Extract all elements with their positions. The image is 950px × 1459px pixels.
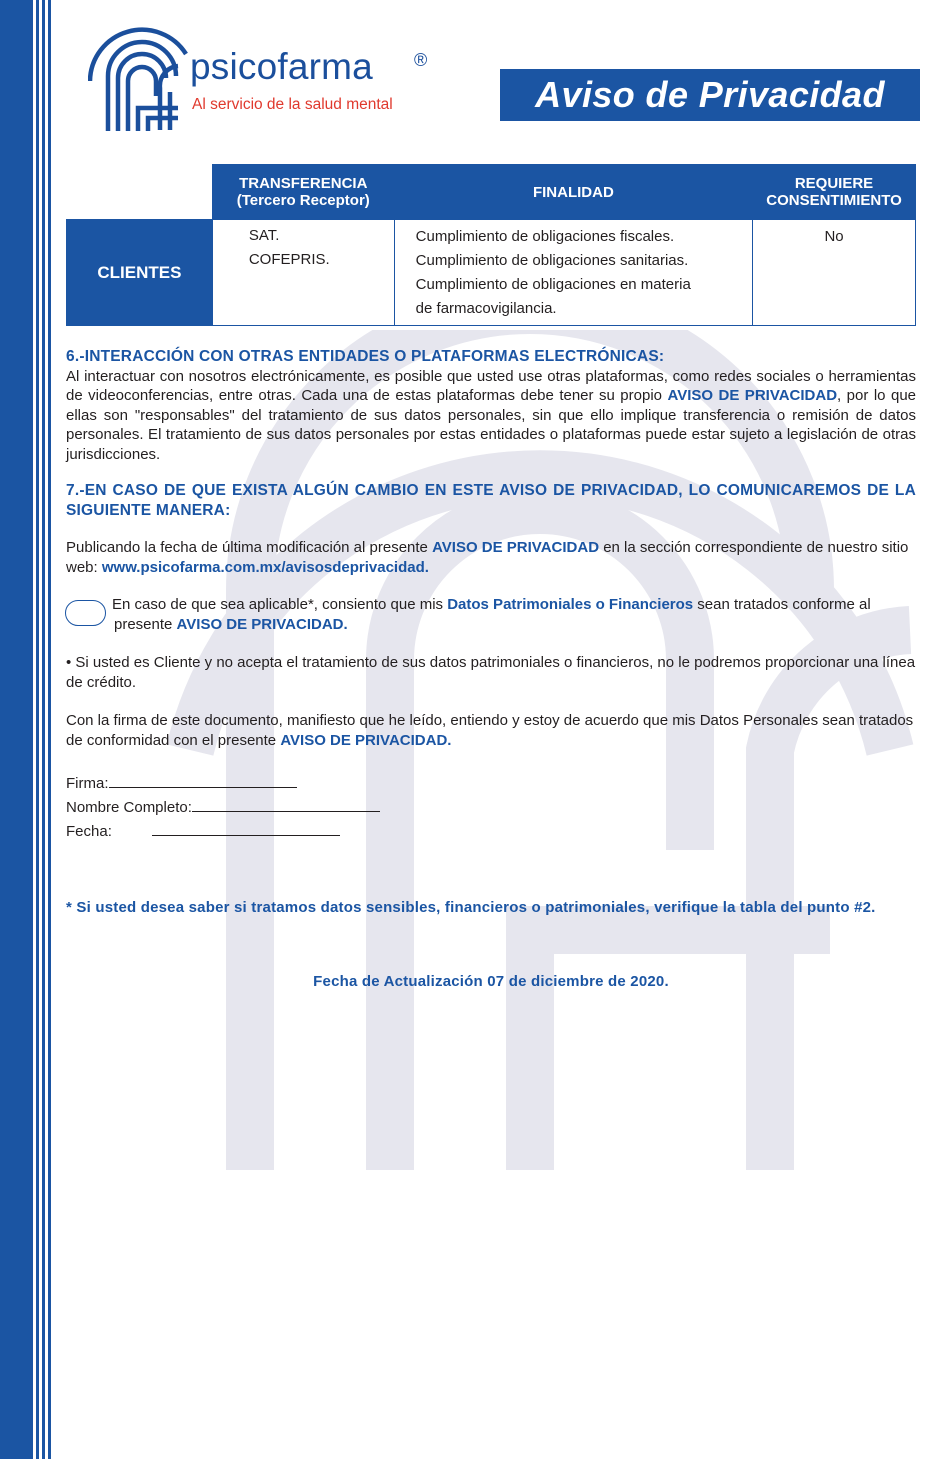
- section-7-text-2: en la sección correspondiente de nuestro sitio web:: [66, 539, 909, 576]
- header-consentimiento-line1: REQUIERE: [794, 175, 874, 192]
- header-transferencia: [212, 165, 394, 220]
- consent-text-3: presente: [114, 615, 177, 633]
- date-field[interactable]: [66, 821, 340, 840]
- agreement-text: [66, 711, 916, 750]
- fecha-line: [152, 821, 340, 836]
- consent-bold-1: Datos Patrimoniales o Financieros: [447, 596, 694, 613]
- header-transferencia-line2: (Tercero Receptor): [236, 192, 370, 209]
- firma-label: Firma:: [66, 775, 109, 792]
- consent-text-1: En caso de que sea aplicable*, consiento que mis: [112, 596, 448, 613]
- row-label-clientes: CLIENTES: [67, 220, 213, 326]
- purposes-cell: [394, 220, 752, 326]
- table-row: [67, 220, 916, 326]
- consent-cell: [753, 220, 916, 326]
- section-7: [66, 481, 916, 520]
- section-7-text-1: Publicando la fecha de última modificación al presente: [66, 539, 433, 556]
- header-consentimiento: [753, 165, 916, 220]
- consent-text: [112, 595, 912, 634]
- transfer-table: [66, 164, 916, 326]
- purpose-line: Cumplimiento de obligaciones en materia: [415, 276, 691, 293]
- section-6-text-2: , por lo que ellas son "responsables" del tratamiento de sus datos personales, sin que ello implique transferencia o remisión de datos personales. El tratamiento de sus datos personales por estas entidades o plataformas puede estar sujeto a legislación de otras jurisdicciones.: [66, 387, 917, 463]
- consent-checkbox[interactable]: [65, 600, 106, 626]
- nombre-line: [192, 797, 380, 812]
- update-date: Fecha de Actualización 07 de diciembre de 2020.: [313, 973, 669, 990]
- consent-text-2: sean tratados conforme al: [693, 596, 871, 613]
- agreement-bold: AVISO DE PRIVACIDAD.: [280, 731, 452, 749]
- receptor-sat: SAT.: [248, 227, 280, 244]
- nombre-label: Nombre Completo:: [66, 799, 192, 816]
- purpose-line: de farmacovigilancia.: [415, 300, 557, 317]
- left-stripes: [0, 0, 52, 1459]
- firma-line: [109, 773, 297, 788]
- header-finalidad: FINALIDAD: [394, 165, 752, 220]
- header-transferencia-line1: TRANSFERENCIA: [239, 175, 368, 192]
- receptors-cell: [212, 220, 394, 326]
- section-7-body: [66, 538, 916, 577]
- section-6-bold: AVISO DE PRIVACIDAD: [667, 387, 838, 404]
- agreement-text-1: Con la firma de este documento, manifiesto que he leído, entiendo y estoy de acuerdo que mis Datos Personales sean tratados de conformidad con el presente: [66, 712, 914, 749]
- section-6-body: [66, 367, 916, 465]
- section-7-bold: AVISO DE PRIVACIDAD: [432, 539, 600, 556]
- purpose-line: Cumplimiento de obligaciones fiscales.: [415, 228, 675, 245]
- header-consentimiento-line2: CONSENTIMIENTO: [766, 192, 902, 209]
- table-header-row: [67, 165, 916, 220]
- receptor-cofepris: COFEPRIS.: [248, 251, 330, 268]
- registered-mark: ®: [414, 50, 428, 70]
- section-6-heading: 6.-INTERACCIÓN CON OTRAS ENTIDADES O PLATAFORMAS ELECTRÓNICAS:: [66, 348, 665, 365]
- purpose-line: Cumplimiento de obligaciones sanitarias.: [415, 252, 689, 269]
- tagline: Al servicio de la salud mental: [192, 96, 393, 113]
- website-link[interactable]: www.psicofarma.com.mx/avisosdeprivacidad.: [101, 558, 429, 576]
- table-corner: [67, 165, 213, 220]
- section-7-heading: 7.-EN CASO DE QUE EXISTA ALGÚN CAMBIO EN ESTE AVISO DE PRIVACIDAD, LO COMUNICAREMOS DE LA SIGUIENTE MANERA:: [66, 482, 916, 519]
- section-6: [66, 347, 916, 464]
- consent-value: No: [824, 228, 844, 245]
- fecha-label: Fecha:: [66, 823, 112, 840]
- document-title: Aviso de Privacidad: [500, 69, 920, 121]
- full-name-field[interactable]: [66, 797, 380, 816]
- brand-name: psicofarma: [190, 46, 373, 87]
- section-6-text-1: Al interactuar con nosotros electrónicamente, es posible que usted use otras plataformas, como redes sociales o herramientas de videoconferencias, entre otras. Cada una de estas plataformas debe tener su propio: [66, 367, 916, 404]
- signature-field[interactable]: [66, 773, 297, 792]
- footnote: * Si usted desea saber si tratamos datos sensibles, financieros o patrimoniales, verifique la tabla del punto #2.: [66, 899, 876, 916]
- consent-bold-2: AVISO DE PRIVACIDAD.: [176, 615, 348, 633]
- credit-bullet: • Si usted es Cliente y no acepta el tratamiento de sus datos patrimoniales o financieros, no le podremos proporcionar una línea de crédito.: [66, 654, 916, 691]
